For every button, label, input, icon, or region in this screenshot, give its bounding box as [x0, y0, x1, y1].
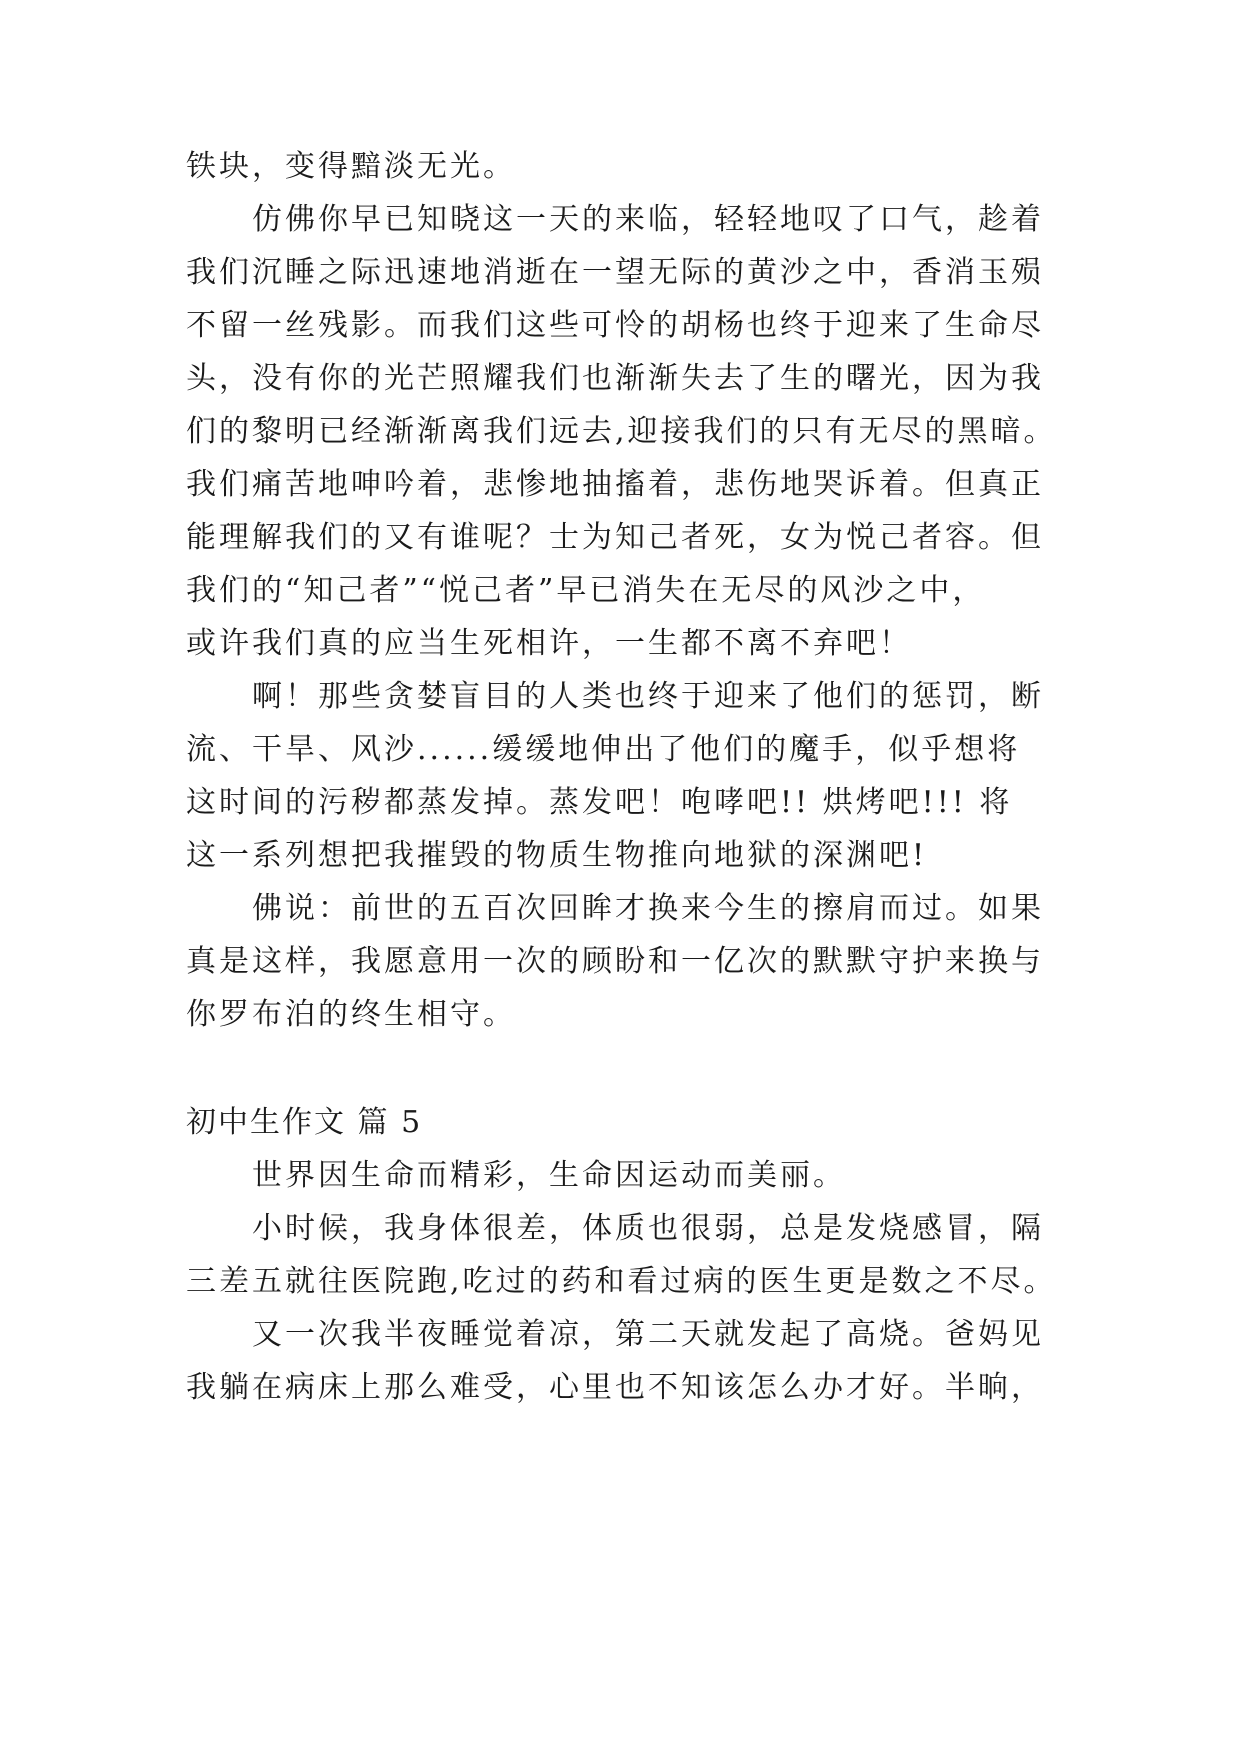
- text-line: 们的黎明已经渐渐离我们远去,迎接我们的只有无尽的黑暗。: [186, 414, 1057, 449]
- text-line: 或许我们真的应当生死相许，一生都不离不弃吧！: [186, 626, 912, 661]
- text-line: 我们痛苦地呻吟着，悲惨地抽搐着，悲伤地哭诉着。但真正: [186, 467, 1044, 502]
- text-line: 这一系列想把我摧毁的物质生物推向地狱的深渊吧!: [186, 838, 928, 873]
- paragraph-start: 啊！那些贪婪盲目的人类也终于迎来了他们的惩罚，断: [252, 679, 1044, 714]
- paragraph-start: 佛说：前世的五百次回眸才换来今生的擦肩而过。如果: [252, 891, 1044, 926]
- paragraph-start: 世界因生命而精彩，生命因运动而美丽。: [252, 1158, 846, 1193]
- text-line: 铁块，变得黯淡无光。: [186, 149, 516, 184]
- text-line: 真是这样，我愿意用一次的顾盼和一亿次的默默守护来换与: [186, 944, 1044, 979]
- text-line: 我躺在病床上那么难受，心里也不知该怎么办才好。半晌，: [186, 1370, 1044, 1405]
- paragraph-start: 仿佛你早已知晓这一天的来临，轻轻地叹了口气，趁着: [252, 202, 1044, 237]
- text-line: 头，没有你的光芒照耀我们也渐渐失去了生的曙光，因为我: [186, 361, 1044, 396]
- text-line: 不留一丝残影。而我们这些可怜的胡杨也终于迎来了生命尽: [186, 308, 1044, 343]
- text-line: 这时间的污秽都蒸发掉。蒸发吧！咆哮吧!! 烘烤吧!!! 将: [186, 785, 1013, 820]
- text-line: 我们沉睡之际迅速地消逝在一望无际的黄沙之中，香消玉殒: [186, 255, 1044, 290]
- section-title: 初中生作文 篇 5: [186, 1105, 423, 1140]
- paragraph-start: 小时候，我身体很差，体质也很弱，总是发烧感冒，隔: [252, 1211, 1044, 1246]
- text-line: 流、干旱、风沙......缓缓地伸出了他们的魔手，似乎想将: [186, 732, 1021, 767]
- text-line: 三差五就往医院跑,吃过的药和看过病的医生更是数之不尽。: [186, 1264, 1057, 1299]
- paragraph-start: 又一次我半夜睡觉着凉，第二天就发起了高烧。爸妈见: [252, 1317, 1044, 1352]
- text-line: 能理解我们的又有谁呢？士为知己者死，女为悦己者容。但: [186, 520, 1044, 555]
- text-line: 你罗布泊的终生相守。: [186, 997, 516, 1032]
- text-line: 我们的“知己者”“悦己者”早已消失在无尽的风沙之中，: [186, 573, 986, 608]
